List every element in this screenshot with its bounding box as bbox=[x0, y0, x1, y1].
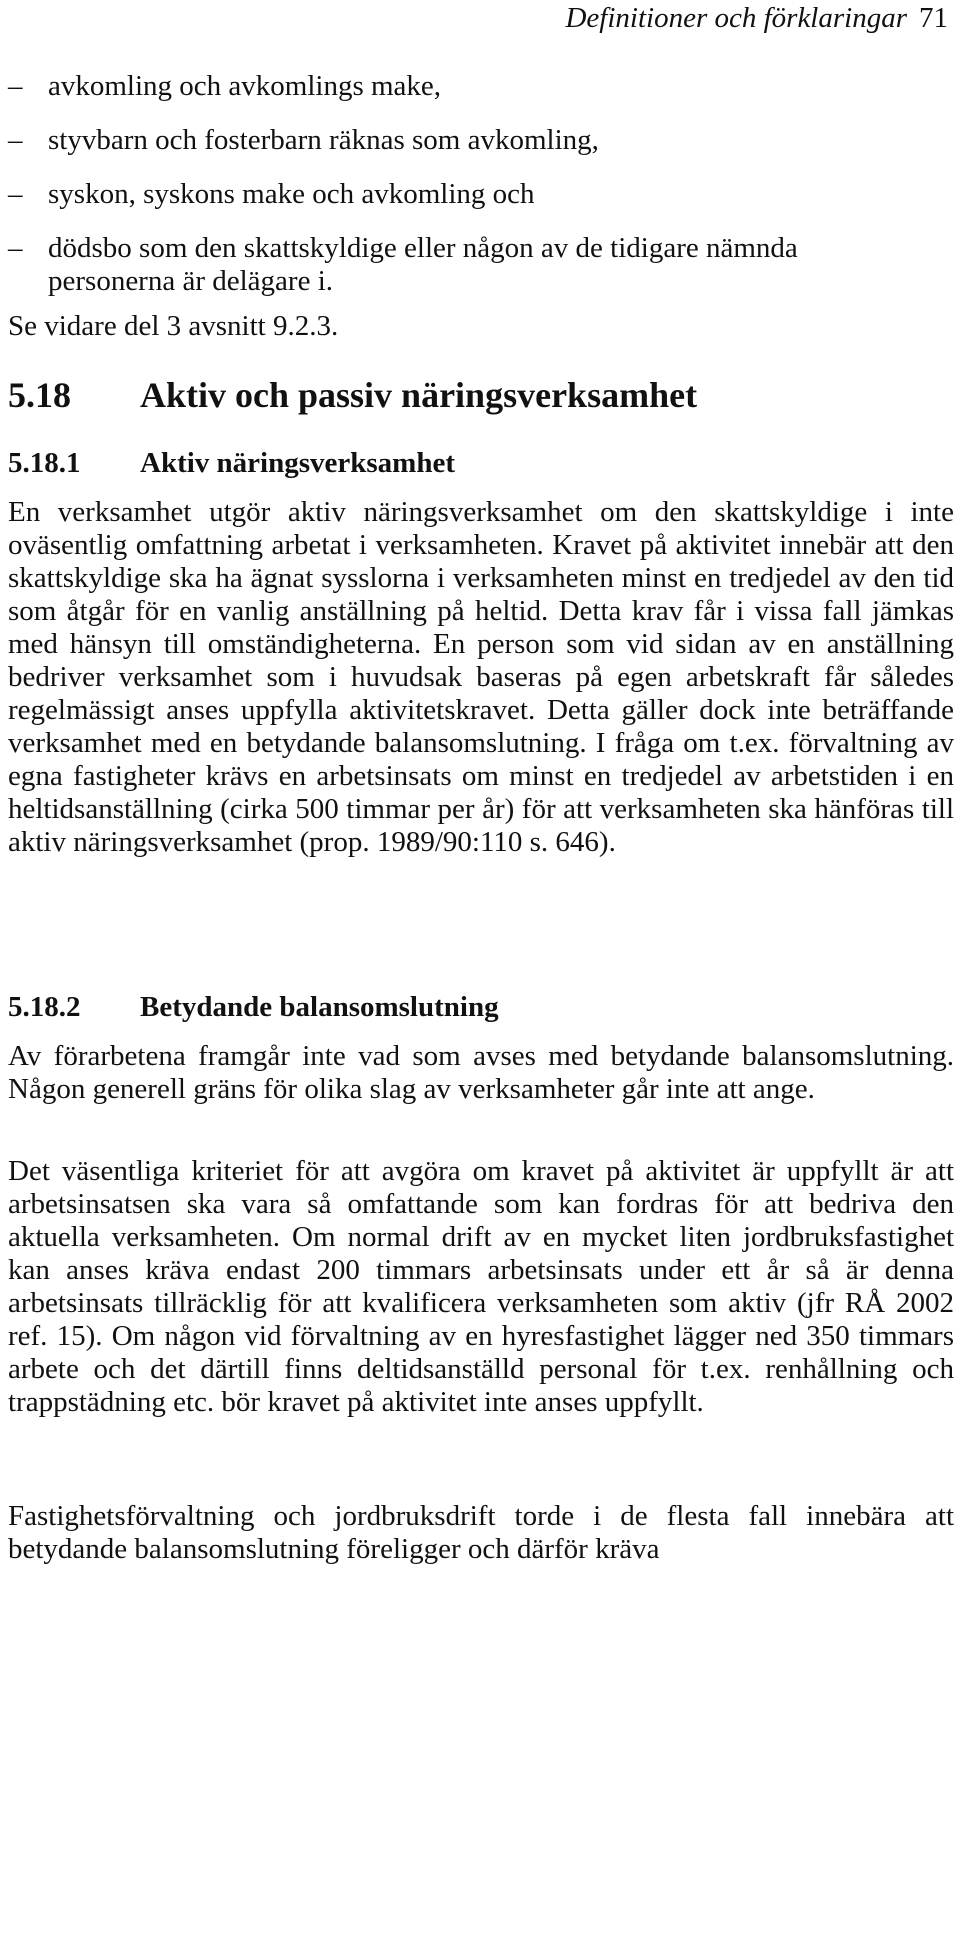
list-item-text-continued: personerna är delägare i. bbox=[48, 265, 334, 297]
subsection-title: Betydande balansomslutning bbox=[140, 991, 499, 1023]
page-number: 71 bbox=[919, 2, 948, 34]
subsection-heading bbox=[8, 991, 499, 1024]
subsection-number: 5.18.2 bbox=[8, 991, 81, 1023]
bullet-list bbox=[8, 70, 954, 298]
dash-marker: – bbox=[8, 178, 23, 210]
dash-marker: – bbox=[8, 124, 23, 156]
list-item bbox=[8, 178, 954, 211]
see-also-note: Se vidare del 3 avsnitt 9.2.3. bbox=[8, 310, 339, 342]
paragraph: En verksamhet utgör aktiv näringsverksamhet om den skattskyldige i inte oväsentlig omfattning arbetat i verksamheten. Kravet på aktivitet innebär att den skattskyldige ska ha ägnat sysslorna i verksamheten minst en tredjedel av den tid som åtgår för en vanlig anställning på heltid. Detta krav får i vissa fall jämkas med hänsyn till omständigheterna. En person som vid sidan av en anställning bedriver verksamhet som i huvudsak baseras på egen arbetskraft får således regelmässigt anses uppfylla aktivitetskravet. Detta gäller dock inte beträffande verksamhet med en betydande balansomslutning. I fråga om t.ex. förvaltning av egna fastigheter krävs en arbetsinsats om minst en tredjedel av arbetstiden i en heltidsanställning (cirka 500 timmar per år) för att verksamheten ska hänföras till aktiv näringsverksamhet (prop. 1989/90:110 s. 646). bbox=[8, 496, 954, 858]
dash-marker: – bbox=[8, 70, 23, 102]
subsection-heading bbox=[8, 447, 455, 480]
list-item bbox=[8, 70, 954, 103]
paragraph: Det väsentliga kriteriet för att avgöra om kravet på aktivitet är uppfyllt är att arbetsinsatsen ska vara så omfattande som kan fordras för att bedriva den aktuella verksamheten. Om normal drift av en mycket liten jordbruksfastighet kan anses kräva endast 200 timmars arbetsinsats under ett år så är denna arbetsinsats tillräcklig för att kvalificera verksamheten som aktiv (jfr RÅ 2002 ref. 15). Om någon vid förvaltning av en hyresfastighet lägger ned 350 timmars arbete och det därtill finns deltidsanställd personal för t.ex. renhållning och trappstädning etc. bör kravet på aktivitet inte anses uppfyllt. bbox=[8, 1155, 954, 1418]
section-number: 5.18 bbox=[8, 375, 71, 415]
running-title: Definitioner och förklaringar bbox=[565, 2, 907, 34]
running-header bbox=[565, 2, 948, 35]
list-item-text: styvbarn och fosterbarn räknas som avkomling, bbox=[48, 124, 599, 156]
subsection-title: Aktiv näringsverksamhet bbox=[140, 447, 455, 479]
list-item-text: avkomling och avkomlings make, bbox=[48, 70, 442, 102]
list-item-text: syskon, syskons make och avkomling och bbox=[48, 178, 535, 210]
list-item bbox=[8, 124, 954, 157]
dash-marker: – bbox=[8, 232, 23, 264]
paragraph: Fastighetsförvaltning och jordbruksdrift torde i de flesta fall innebära att betydande balansomslutning föreligger och därför kräva bbox=[8, 1500, 954, 1565]
section-heading bbox=[8, 375, 697, 415]
paragraph: Av förarbetena framgår inte vad som avses med betydande balansomslutning. Någon generell gräns för olika slag av verksamheter går inte att ange. bbox=[8, 1040, 954, 1105]
list-item bbox=[8, 232, 954, 298]
section-title: Aktiv och passiv näringsverksamhet bbox=[140, 375, 698, 415]
list-item-text: dödsbo som den skattskyldige eller någon av de tidigare nämnda bbox=[48, 232, 798, 264]
subsection-number: 5.18.1 bbox=[8, 447, 81, 479]
